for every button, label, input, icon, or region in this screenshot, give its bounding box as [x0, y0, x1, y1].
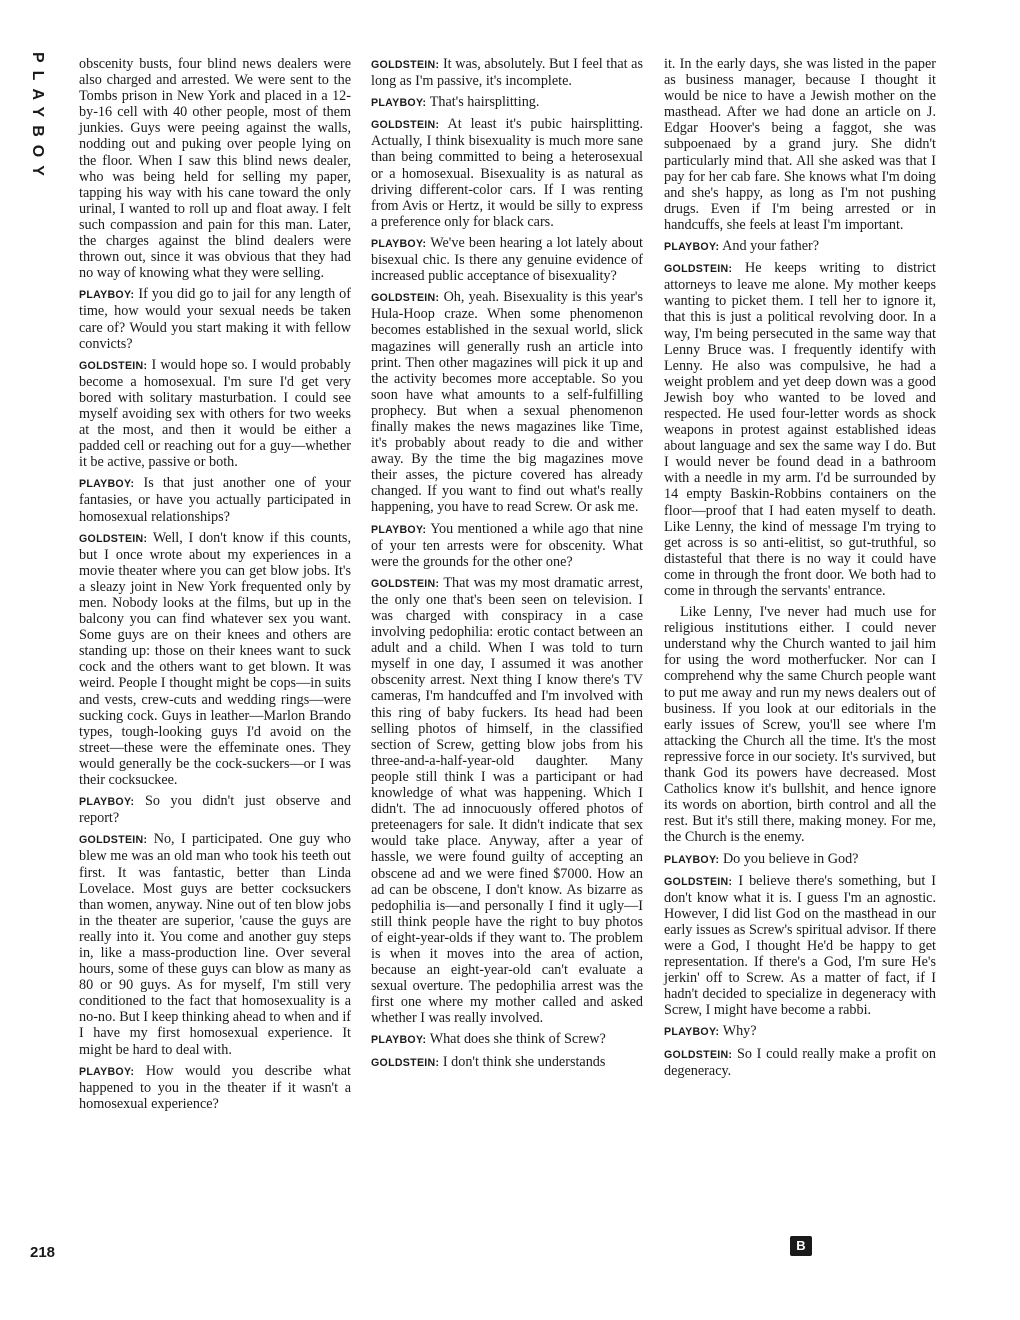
paragraph-text: If you did go to jail for any length of time, how would your sexual needs be taken care of? Would you start making it with fellow convicts? [79, 286, 352, 352]
speaker-label: GOLDSTEIN: [664, 875, 733, 888]
paragraph [79, 793, 351, 826]
speaker-label: PLAYBOY: [79, 796, 135, 809]
speaker-label: GOLDSTEIN: [79, 834, 148, 847]
speaker-label: GOLDSTEIN: [664, 263, 733, 276]
speaker-label: PLAYBOY: [371, 1034, 427, 1047]
speaker-label: PLAYBOY: [664, 241, 720, 254]
speaker-label: PLAYBOY: [371, 237, 427, 250]
paragraph [79, 475, 351, 524]
paragraph-text: Do you believe in God? [722, 850, 859, 867]
speaker-label: PLAYBOY: [371, 97, 427, 110]
paragraph [664, 260, 936, 599]
paragraph-text: What does she think of Screw? [429, 1031, 606, 1048]
paragraph-text: That's hairsplitting. [429, 94, 540, 111]
paragraph-text: Oh, yeah. Bisexuality is this year's Hula-Hoop craze. When some phenomenon becomes established in the sexual world, slick magazines will generally rush an article into print. Then other magazines will pick it up and the activity becomes more acceptable. So you soon have what amounts to a self-fulfilling prophecy. But when a sexual phenomenon finally makes the news magazines like Time, it's probably about ready to die and wither away. By the time the big magazines move their asses, the picture covered has already changed. If you want to find out what's really happening, you have to read Screw. Or ask me. [371, 289, 644, 516]
paragraph-text: Is that just another one of your fantasies, or have you actually participated in homosexual relationships? [79, 475, 351, 525]
paragraph [79, 1063, 351, 1112]
paragraph-text: I believe there's something, but I don't know what it is. I guess I'm an agnostic. However, I did list God on the masthead in our early issues as Screw's spiritual advisor. If there were a God, I thought He'd be happy to get representation. If there's a God, I'm sure He's jerkin' off to Screw. As a matter of fact, if I hadn't decided to specialize in degeneracy with Screw, I might have become a rabbi. [664, 872, 937, 1019]
speaker-label: GOLDSTEIN: [79, 532, 148, 545]
paragraph-text: And your father? [722, 238, 820, 255]
speaker-label: GOLDSTEIN: [371, 577, 440, 590]
page-number: 218 [30, 1244, 56, 1261]
paragraph [371, 94, 643, 111]
paragraph [664, 1023, 936, 1040]
speaker-label: GOLDSTEIN: [79, 359, 148, 372]
speaker-label: PLAYBOY: [664, 853, 720, 866]
paragraph [371, 521, 643, 570]
paragraph-text: Like Lenny, I've never had much use for religious institutions either. I could never understand why the Church wanted to jail him for using the word motherfucker. Nor can I comprehend why the same Church people want to put me away and run my news dealers out of business. If you look at our editorials in the early issues of Screw, you'll see where I'm attacking the Church all the time. It's the most repressive force in our society. It's survived, but thank God its powers have decreased. Most Catholics know it's bullshit, and hence ignore its words on abortion, birth control and all the rest. But it's still there, making money. For me, the Church is the enemy. [664, 604, 936, 846]
speaker-label: PLAYBOY: [664, 1026, 720, 1039]
paragraph [371, 1031, 643, 1048]
paragraph-text: No, I participated. One guy who blew me was an old man who took his teeth out first. It was fantastic, better than Linda Lovelace. Most guys are better cocksuckers than women, anyway. Nine out of ten blow jobs in the theater are superior, 'cause the guys are really into it. You come and another guy steps in, like a mass-production line. Over several hours, some of these guys can blow as many as 80 or 90 guys. As for myself, I'm still very conditioned to the fact that homosexuality is a no-no. But I keep thinking ahead to when and if I have my first homosexual experience. It might be hard to deal with. [79, 831, 351, 1058]
paragraph-text: So you didn't just observe and report? [79, 793, 352, 827]
paragraph-text: How would you describe what happened to you in the theater if it wasn't a homosexual experience? [79, 1062, 351, 1112]
paragraph [79, 831, 351, 1057]
text-column-2 [371, 56, 643, 1076]
paragraph-text: We've been hearing a lot lately about bisexual chic. Is there any genuine evidence of increased public acceptance of bisexuality? [371, 234, 643, 285]
paragraph-text: That was my most dramatic arrest, the only one that's been seen on television. I was charged with conspiracy in a case involving pedophilia: erotic contact between an adult and a child. When I was told to turn myself in one day, I assumed it was another obscenity arrest. Next thing I know there's TV cameras, I'm handcuffed and I'm involved with this ring of baby fuckers. Its head had been selling photos of himself, in the classified section of Screw, getting blow jobs from his three-and-a-half-year-old daughter. Many people still think I was a participant or had knowledge of what was happening. Which I didn't. The ad innocuously offered photos of preteenagers for sale. It didn't indicate that sex would take place. Anyway, after a year of hassle, we were found guilty of accepting an obscene ad and we were fined $7000. How an ad can be obscene, I don't know. As bizarre as pedophilia is—and personally I find it ugly—I still think people have the right to buy photos of eight-year-olds if they want to. The problem is when it moves into the area of action, because an eight-year-old can't evaluate a sexual overture. The pedophilia arrest was the first one where my mother called and asked whether I was really involved. [371, 574, 644, 1027]
paragraph [371, 56, 643, 89]
paragraph [79, 56, 351, 281]
paragraph [371, 575, 643, 1027]
speaker-label: PLAYBOY: [79, 478, 135, 491]
paragraph-text: I would hope so. I would probably become a homosexual. I'm sure I'd get very bored with solitary masturbation. I could see myself avoiding sex with others for two weeks at the most, and then it would be either a padded cell or reaching out for a guy—whether it be active, passive or both. [79, 356, 352, 471]
paragraph-text: It was, absolutely. But I feel that as long as I'm passive, it's incomplete. [371, 56, 643, 90]
paragraph-text: At least it's pubic hairsplitting. Actually, I think bisexuality is much more sane than being committed to being a heterosexual or a homosexual. Bisexuality is as natural as driving different-color cars. If I was renting from Avis or Hertz, it would be silly to express a preference only for black cars. [371, 116, 643, 230]
paragraph-text: So I could really make a profit on degeneracy. [664, 1045, 936, 1079]
paragraph-text: obscenity busts, four blind news dealers were also charged and arrested. We were sent to the Tombs prison in New York and placed in a 12-by-16 cell with 40 other people, most of them junkies. Guys were peeing against the walls, nodding out and puking over people lying on the floor. When I saw this blind news dealer, who was being held for selling my paper, tapping his way with his cane toward the only urinal, I wanted to roll up and float away. I felt such compassion and pain for this man. Later, the charges against the blind dealers were thrown out, since it was obvious that they had no way of knowing what they were selling. [79, 56, 351, 282]
paragraph [371, 116, 643, 230]
paragraph [79, 530, 351, 789]
end-of-article-mark: B [790, 1236, 812, 1256]
speaker-label: GOLDSTEIN: [371, 119, 440, 132]
paragraph [664, 604, 936, 845]
paragraph-text: Why? [722, 1023, 757, 1040]
speaker-label: PLAYBOY: [79, 1065, 135, 1078]
speaker-label: GOLDSTEIN: [371, 292, 440, 305]
paragraph [664, 1046, 936, 1079]
paragraph [371, 1054, 643, 1071]
paragraph [664, 238, 936, 255]
paragraph-text: You mentioned a while ago that nine of your ten arrests were for obscenity. What were the grounds for the other one? [371, 520, 643, 570]
paragraph-text: He keeps writing to district attorneys to leave me alone. My mother keeps wanting to picket them. I tell her to ignore it, that this is just a political revolving door. In a way, I'm being persecuted in the same way that Lenny Bruce was. I frequently identify with Lenny. He also was compulsive, he had a weight problem and yet deep down was a good Jewish boy who wanted to be loved and respected. He used four-letter words as shock weapons in protest against established ideas about language and sex the same way I do. But I would never be found dead in a bathroom with a needle in my arm. I'd be surrounded by 14 empty Baskin-Robbins containers on the floor—proof that I had eaten myself to death. Like Lenny, the kind of message I'm trying to get across is so anti-elitist, so gut-truthful, so distasteful that there is no way it could have come in through the front door. We both had to come in through the servants' entrance. [664, 260, 936, 599]
speaker-label: GOLDSTEIN: [371, 59, 440, 71]
speaker-label: GOLDSTEIN: [371, 1056, 440, 1069]
magazine-brand-vertical [12, 52, 54, 212]
paragraph-text: it. In the early days, she was listed in the paper as business manager, because I thought it would be nice to have a Jewish mother on the masthead. After we had done an article on J. Edgar Hoover's being a faggot, she was subpoenaed by a grand jury. She didn't particularly mind that. All she asked was that I pay for her cab fare. She knows what I'm doing and she's happy, as long as I'm not pushing drugs. Even if I'm being arrested or in handcuffs, she feels at least I'm important. [664, 56, 936, 233]
speaker-label: GOLDSTEIN: [664, 1048, 733, 1061]
paragraph [664, 56, 936, 233]
text-column-1 [79, 56, 351, 1117]
text-column-3 [664, 56, 936, 1084]
paragraph-text: Well, I don't know if this counts, but I once wrote about my experiences in a movie theater where you can get blow jobs. It's a sleazy joint in New York frequented only by men. Nobody looks at the films, but up in the balcony you can find whatever sex you want. Some guys are on their knees and others are standing up: those on their knees want to suck cock and the others want to get blown. It was weird. People I thought might be cops—in suits and vests, crew-cuts and wedding rings—were sucking cock. Guys in leather—Marlon Brando types, tough-looking guys I'd avoid on the street—these were the effeminate ones. They would generally be the cock-suckers—or I was their cocksuckee. [79, 529, 351, 789]
paragraph [79, 286, 351, 351]
paragraph [371, 235, 643, 284]
speaker-label: PLAYBOY: [79, 289, 135, 302]
brand-label: PLAYBOY [29, 52, 46, 184]
paragraph [664, 873, 936, 1019]
paragraph-text: I don't think she understands [442, 1053, 606, 1070]
paragraph [371, 289, 643, 515]
paragraph [79, 357, 351, 471]
speaker-label: PLAYBOY: [371, 523, 427, 536]
paragraph [664, 851, 936, 868]
